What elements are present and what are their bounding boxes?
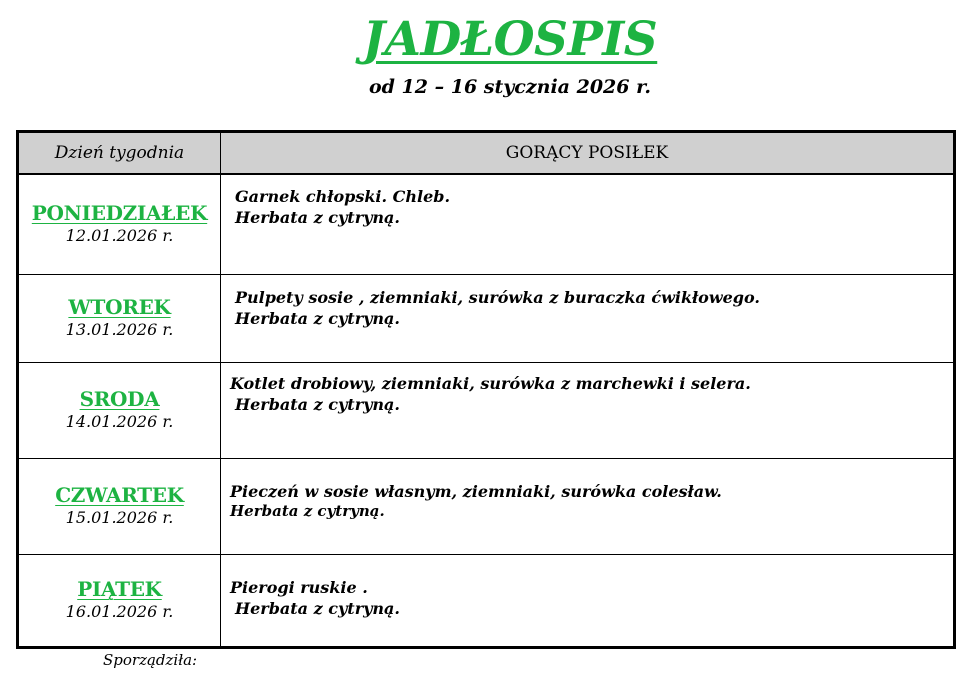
meal-cell <box>221 554 955 648</box>
meal-cell <box>221 362 955 458</box>
meal-dish: Pierogi ruskie . <box>230 577 368 597</box>
day-name: PIĄTEK <box>77 577 162 602</box>
table-row <box>18 362 955 458</box>
day-name: WTOREK <box>68 295 171 319</box>
menu-table <box>16 130 956 649</box>
day-cell <box>18 554 221 648</box>
day-name: PONIEDZIAŁEK <box>31 201 208 226</box>
day-cell <box>18 274 221 362</box>
page-title: JADŁOSPIS <box>362 12 658 67</box>
meal-dish: Kotlet drobiowy, ziemniaki, surówka z marchewki i selera. <box>230 373 751 393</box>
table-row <box>18 458 955 554</box>
day-date: 15.01.2026 r. <box>65 508 174 527</box>
day-cell <box>18 458 221 554</box>
day-date: 14.01.2026 r. <box>65 412 174 431</box>
meal-drink: Herbata z cytryną. <box>235 394 400 414</box>
meal-dish: Garnek chłopski. Chleb. <box>235 187 451 206</box>
meal-drink: Herbata z cytryną. <box>235 598 400 618</box>
meal-cell <box>221 174 955 274</box>
table-row <box>18 174 955 274</box>
day-date: 13.01.2026 r. <box>65 320 174 339</box>
meal-drink: Herbata z cytryną. <box>235 208 400 227</box>
table-header-row <box>18 132 955 175</box>
meal-drink: Herbata z cytryną. <box>230 501 385 520</box>
date-range-subtitle: od 12 – 16 stycznia 2026 r. <box>368 76 651 98</box>
column-header-meal: GORĄCY POSIŁEK <box>221 132 955 175</box>
meal-dish: Pulpety sosie , ziemniaki, surówka z buraczka ćwikłowego. <box>235 287 760 307</box>
day-name: SRODA <box>79 387 160 411</box>
meal-dish: Pieczeń w sosie własnym, ziemniaki, surówka colesław. <box>230 481 722 501</box>
prepared-by-label: Sporządziła: <box>103 651 198 669</box>
day-cell <box>18 174 221 274</box>
meal-cell <box>221 274 955 362</box>
meal-drink: Herbata z cytryną. <box>235 308 400 328</box>
table-row <box>18 274 955 362</box>
column-header-day: Dzień tygodnia <box>18 132 221 175</box>
day-date: 16.01.2026 r. <box>65 602 174 622</box>
day-date: 12.01.2026 r. <box>65 226 174 246</box>
day-name: CZWARTEK <box>55 483 184 507</box>
day-cell <box>18 362 221 458</box>
meal-cell <box>221 458 955 554</box>
table-row <box>18 554 955 648</box>
